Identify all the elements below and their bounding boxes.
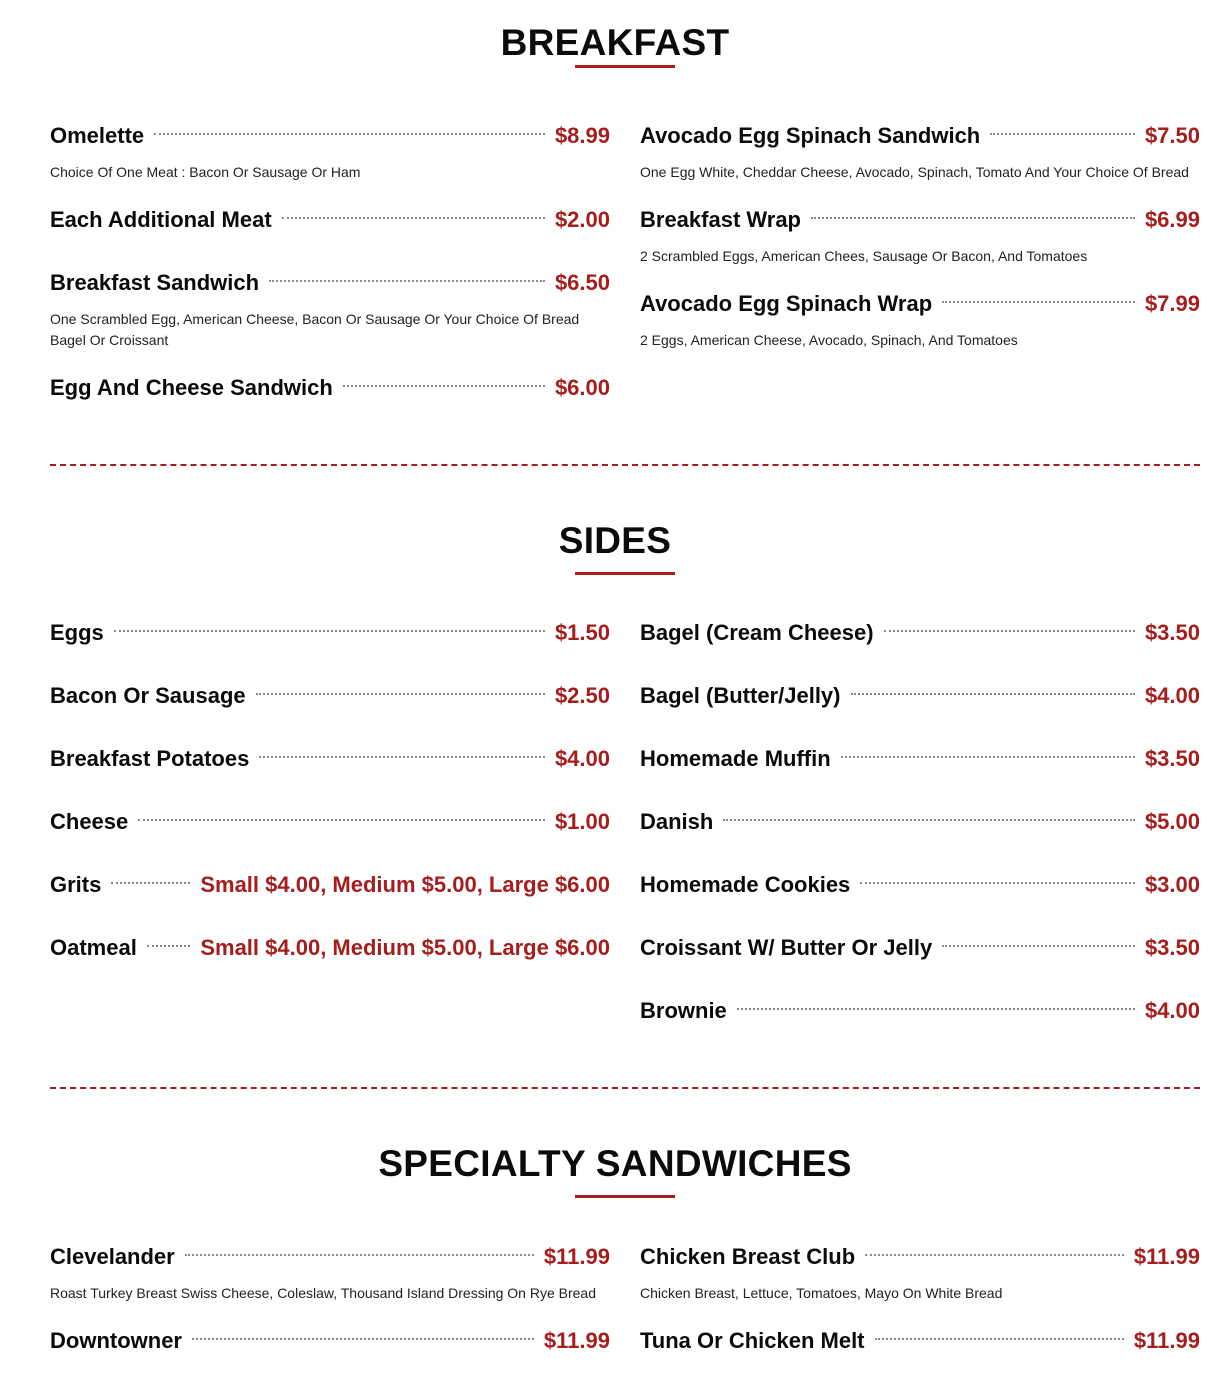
item-price: $4.00 [554, 746, 610, 771]
item-name: Tuna Or Chicken Melt [640, 1328, 865, 1353]
item-price: Small $4.00, Medium $5.00, Large $6.00 [200, 872, 610, 897]
item-name: Breakfast Wrap [640, 207, 801, 232]
dot-leader [811, 217, 1135, 219]
item-description: 2 Scrambled Eggs, American Chees, Sausage Or Bacon, And Tomatoes [640, 248, 1088, 264]
menu-item-bacon-or-sausage [50, 681, 610, 711]
title-underline [575, 1195, 675, 1198]
item-name: Avocado Egg Spinach Sandwich [640, 123, 981, 148]
item-price: $6.99 [1144, 207, 1200, 232]
item-name: Homemade Muffin [640, 746, 831, 771]
menu-item-breakfast-wrap [640, 205, 1200, 267]
item-name: Bacon Or Sausage [50, 683, 246, 708]
dot-leader [114, 630, 545, 632]
dot-leader [256, 693, 545, 695]
item-name: Bagel (Cream Cheese) [640, 620, 874, 645]
dot-leader [851, 693, 1135, 695]
item-name: Breakfast Potatoes [50, 746, 250, 771]
item-price: $11.99 [1133, 1244, 1200, 1269]
dot-leader [942, 945, 1135, 947]
menu-item-tuna-or-chicken-melt [640, 1326, 1200, 1356]
item-name: Egg And Cheese Sandwich [50, 375, 333, 400]
item-name: Eggs [50, 620, 104, 645]
title-underline [575, 65, 675, 68]
menu-item-avocado-egg-spinach-sandwich [640, 121, 1200, 183]
item-price: $1.00 [554, 809, 610, 834]
dot-leader [942, 301, 1135, 303]
item-name: Homemade Cookies [640, 872, 851, 897]
dot-leader [865, 1254, 1124, 1256]
menu-item-each-additional-meat [50, 205, 610, 235]
menu-item-danish [640, 807, 1200, 837]
item-price: $4.00 [1144, 998, 1200, 1023]
menu-item-avocado-egg-spinach-wrap [640, 289, 1200, 351]
item-name: Oatmeal [50, 935, 137, 960]
menu-item-egg-and-cheese-sandwich [50, 373, 610, 403]
menu-item-bagel-butter-jelly [640, 681, 1200, 711]
dot-leader [185, 1254, 534, 1256]
dot-leader [147, 945, 191, 947]
menu-item-omelette [50, 121, 610, 183]
section-divider [50, 464, 1200, 466]
item-description: 2 Eggs, American Cheese, Avocado, Spinach, And Tomatoes [640, 332, 1018, 348]
menu-item-eggs [50, 618, 610, 648]
menu-item-croissant [640, 933, 1200, 963]
menu-item-homemade-cookies [640, 870, 1200, 900]
dot-leader [154, 133, 545, 135]
section-title-breakfast: BREAKFAST [500, 22, 730, 63]
dot-leader [723, 819, 1135, 821]
menu-item-chicken-breast-club [640, 1242, 1200, 1304]
menu-item-grits [50, 870, 610, 900]
dot-leader [282, 217, 545, 219]
menu-item-cheese [50, 807, 610, 837]
item-description: One Egg White, Cheddar Cheese, Avocado, Spinach, Tomato And Your Choice Of Bread [640, 164, 1189, 180]
title-underline [575, 572, 675, 575]
dot-leader [884, 630, 1135, 632]
item-description: Chicken Breast, Lettuce, Tomatoes, Mayo On White Bread [640, 1285, 1003, 1301]
item-name: Each Additional Meat [50, 207, 272, 232]
item-price: $2.00 [554, 207, 610, 232]
item-name: Avocado Egg Spinach Wrap [640, 291, 933, 316]
menu-item-brownie [640, 996, 1200, 1026]
item-name: Downtowner [50, 1328, 182, 1353]
item-name: Breakfast Sandwich [50, 270, 260, 295]
dot-leader [192, 1338, 534, 1340]
item-price: $3.50 [1144, 620, 1200, 645]
menu-item-downtowner [50, 1326, 610, 1356]
item-name: Omelette [50, 123, 145, 148]
item-description: Roast Turkey Breast Swiss Cheese, Coleslaw, Thousand Island Dressing On Rye Bread [50, 1285, 596, 1301]
item-price: $11.99 [543, 1244, 610, 1269]
item-name: Cheese [50, 809, 129, 834]
item-price: $7.99 [1144, 291, 1200, 316]
dot-leader [259, 756, 545, 758]
item-name: Croissant W/ Butter Or Jelly [640, 935, 933, 960]
menu-item-breakfast-sandwich [50, 268, 610, 351]
item-description: One Scrambled Egg, American Cheese, Bacon Or Sausage Or Your Choice Of Bread Bagel Or Croissant [50, 311, 580, 348]
item-description: Choice Of One Meat : Bacon Or Sausage Or Ham [50, 164, 361, 180]
item-price: $2.50 [554, 683, 610, 708]
dot-leader [138, 819, 545, 821]
dot-leader [269, 280, 545, 282]
dot-leader [111, 882, 190, 884]
dot-leader [990, 133, 1135, 135]
item-name: Grits [50, 872, 102, 897]
dot-leader [343, 385, 545, 387]
item-price: $1.50 [554, 620, 610, 645]
section-divider [50, 1087, 1200, 1089]
item-price: $3.50 [1144, 746, 1200, 771]
dot-leader [860, 882, 1135, 884]
dot-leader [875, 1338, 1124, 1340]
item-name: Chicken Breast Club [640, 1244, 856, 1269]
item-price: Small $4.00, Medium $5.00, Large $6.00 [200, 935, 610, 960]
item-price: $11.99 [1133, 1328, 1200, 1353]
menu-item-clevelander [50, 1242, 610, 1304]
item-price: $11.99 [543, 1328, 610, 1353]
item-price: $5.00 [1144, 809, 1200, 834]
item-price: $4.00 [1144, 683, 1200, 708]
item-name: Danish [640, 809, 714, 834]
item-price: $6.50 [554, 270, 610, 295]
item-price: $3.50 [1144, 935, 1200, 960]
item-price: $3.00 [1144, 872, 1200, 897]
item-price: $6.00 [554, 375, 610, 400]
dot-leader [841, 756, 1135, 758]
menu-item-oatmeal [50, 933, 610, 963]
section-title-specialty-sandwiches: SPECIALTY SANDWICHES [378, 1143, 852, 1184]
item-price: $8.99 [554, 123, 610, 148]
item-name: Clevelander [50, 1244, 175, 1269]
menu-item-homemade-muffin [640, 744, 1200, 774]
section-title-sides: SIDES [558, 520, 672, 561]
dot-leader [737, 1008, 1135, 1010]
item-price: $7.50 [1144, 123, 1200, 148]
item-name: Bagel (Butter/Jelly) [640, 683, 841, 708]
item-name: Brownie [640, 998, 727, 1023]
menu-item-bagel-cream-cheese [640, 618, 1200, 648]
menu-item-breakfast-potatoes [50, 744, 610, 774]
